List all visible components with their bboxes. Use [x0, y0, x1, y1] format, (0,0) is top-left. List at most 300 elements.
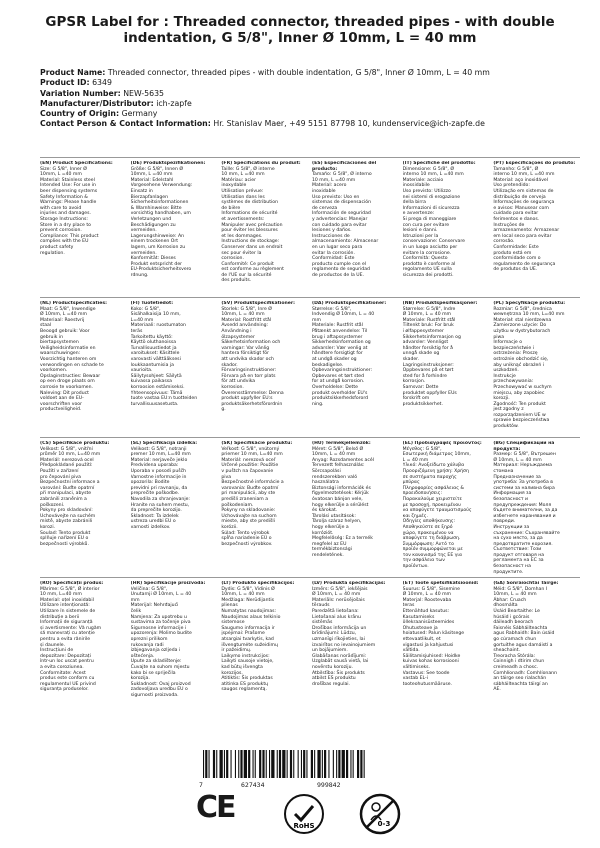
language-line: est conforme au règlement [221, 267, 284, 273]
language-line: Utilisation dans les [221, 194, 265, 200]
language-line: novērstu koroziju. [311, 664, 353, 670]
language-line: Conformidad: Este [311, 256, 355, 262]
barcode-bar [226, 750, 228, 778]
barcode-bar [287, 750, 288, 778]
language-line: Overholdelse: Dette [311, 384, 358, 390]
language-line: Πληροφορίες ασφάλειας & [402, 485, 464, 491]
language-line: Safety Information & [40, 194, 88, 200]
language-line: стомана [493, 468, 514, 474]
language-line: Drošības informācija un [311, 625, 367, 631]
info-row [40, 78, 580, 88]
language-line: de cerveza [311, 205, 338, 211]
language-line: Materiāls: nerūsējošais [311, 597, 365, 603]
language-heading: (ES) Especificaciones del producto: [311, 161, 377, 172]
language-line: Информация за [493, 491, 532, 497]
language-line: használatra [311, 480, 339, 486]
language-line: corrosion. [221, 256, 244, 262]
language-line: Laikyti sausoje vietoje, [221, 659, 274, 665]
language-line: produto está em [493, 250, 532, 256]
language-line: Utilização em sistemas de [493, 188, 554, 194]
language-line: Použití v zařízení [40, 468, 79, 474]
language-line: 10mm, L =40 mm [130, 172, 173, 178]
language-line: teras [402, 603, 415, 609]
language-line: Tiltenkt bruk: For bruk [402, 323, 454, 329]
language-line: atbilst ES produktu [311, 676, 356, 682]
language-line: Παρακαλούμε χειριστείτε [402, 496, 462, 502]
language-line: průměr 10 mm, L=40 mm [40, 452, 101, 458]
language-line: Størrelse: G 5/8", [311, 306, 352, 312]
language-line: zadovoljava uredbu EU o [130, 687, 188, 693]
language-line: corrosão. [493, 239, 515, 245]
language-line: plienas [221, 603, 238, 609]
language-line: Εσωτερική διάμετρος 10mm, [402, 452, 471, 458]
language-line: Warnings: Please handle [40, 200, 97, 206]
language-line: Ø 10mm, L = 40 mm [402, 312, 452, 318]
language-line: dáileadh beorach [493, 620, 534, 626]
language-line: Bezpečnostní informace a [40, 480, 100, 486]
language-line: kako bi se spriječila [130, 670, 176, 676]
language-line: 10 mm, L =40 mm [311, 177, 356, 183]
language-line: Förvaringsinstruktioner: [221, 368, 277, 374]
language-heading: (SL) Specifikacija izdelka: [130, 441, 198, 446]
language-line: Tamaño: G 5/8", Ø interno [311, 172, 372, 178]
language-line: inossidabile [402, 183, 430, 189]
language-line: Pokyny na skladovanie: [221, 508, 276, 514]
barcode-bar [350, 750, 351, 778]
barcode-bar [314, 750, 315, 778]
info-label: Variation Number: [40, 88, 121, 98]
barcode-mid-digits: 627434 [241, 781, 265, 789]
language-line: Conformità: Questo [402, 256, 448, 262]
language-line: de l'UE sur la sécurité [221, 272, 272, 278]
language-line: Material: Rostfritt stål [221, 317, 272, 323]
language-line: produktsikkerhet. [402, 401, 443, 407]
language-line: produkt overholder EU's [311, 390, 368, 396]
language-block [131, 581, 218, 699]
language-line: Conserver dans un endroit [221, 244, 283, 250]
language-line: prevent corrosion. [40, 228, 82, 234]
language-line: Υλικό: Ανοξείδωτο χάλυβα [402, 463, 465, 469]
language-line: Informazioni di sicurezza [402, 205, 460, 211]
language-line: Rozmiar: G 5/8", średnica [493, 306, 552, 312]
language-line: poškodeniam. [221, 502, 254, 508]
language-line: Předpokládané použití: [40, 463, 93, 469]
language-line: zabránili zraněním a [40, 496, 87, 502]
language-line: saugos reglamentą. [221, 687, 267, 693]
language-line: Material: acero [311, 183, 347, 189]
language-line: with care to avoid [40, 205, 82, 211]
barcode-bar [279, 750, 281, 778]
info-value: Threaded connector, threaded pipes - with double indentation, G 5/8", Inner Ø 10mm, L = 40 mm [107, 68, 490, 77]
language-line: Αποθηκεύστε σε ξηρό [402, 524, 453, 530]
barcode-bar [328, 750, 329, 778]
language-line: distribuição de cerveja [493, 194, 546, 200]
language-line: Συμμόρφωση: Αυτό το [402, 541, 454, 547]
language-line: almacenamiento: Almacenar [311, 239, 379, 245]
language-line: Uchovávajte na suchom [221, 513, 277, 519]
barcode-bar [298, 750, 299, 778]
barcode-bar [248, 750, 250, 778]
barcode-bar [271, 750, 274, 778]
barcode-bar [259, 750, 261, 778]
language-line: să manevrați cu atenție [40, 631, 95, 637]
language-line: místě, abyste zabránili [40, 519, 93, 525]
language-line: L=40 mm [130, 317, 154, 323]
language-line: Faisnéis Sábháilteachta [493, 625, 548, 631]
language-line: de produtos da UE. [493, 267, 538, 273]
language-line: teräs [130, 328, 143, 334]
language-line: skador. [221, 362, 238, 368]
language-line: Upute za skladištenje: [130, 659, 182, 665]
language-line: Dydis: G 5/8", Vidinis Ø [221, 586, 275, 592]
language-line: Ohutusteave ja [402, 625, 438, 631]
language-heading: (FI) Tuotetiedot: [130, 301, 174, 306]
language-heading: (LV) Produkta specifikācijas: [311, 581, 386, 586]
language-line: ustreza uredbi EU o [130, 519, 176, 525]
language-line: prodotto è conforme al [402, 261, 456, 267]
language-line: Material: aço inoxidável [493, 177, 549, 183]
info-row [40, 119, 580, 129]
language-line: Instruções de [493, 222, 525, 228]
language-line: da preprečite korozijo. [130, 508, 182, 514]
language-line: opozorila: Bodite [130, 480, 170, 486]
language-line: Ø 10mm, L =40 mm [40, 312, 87, 318]
language-line: Numatytas naudojimas: [221, 608, 277, 614]
language-line: izbjegavanja ozljeda i [130, 648, 181, 654]
language-line: Atbilstība: Šis produkts [311, 670, 365, 676]
language-line: повреди. [493, 519, 516, 525]
certification-logos [0, 790, 600, 840]
language-line: регламента на ЕС за [493, 558, 544, 564]
language-line: Ø 10mm, L = 40 mm [493, 457, 542, 463]
language-line: Veiligheidsinformatie en [40, 345, 96, 351]
info-label: Manufacturer/Distributor: [40, 98, 154, 108]
language-line: Materiał: stal nierdzewna [493, 317, 552, 323]
language-line: produktsäkerhetsförordnin [221, 401, 283, 407]
language-line: τον κανονισμό της ΕΕ για [402, 552, 462, 558]
language-line: Predvidena uporaba: [130, 463, 179, 469]
language-line: y advertencias: Manejar [311, 216, 368, 222]
language-line: Saugumo informacija ir [221, 625, 275, 631]
language-line: korroosion estämiseksi. [130, 384, 185, 390]
language-line: productveiligheid. [40, 407, 82, 413]
language-line: go cúramach chun [493, 636, 537, 642]
language-line: Οδηγίες αποθήκευσης: [402, 519, 456, 525]
language-heading: (ET) Toote spetsifikatsioonid: [402, 581, 479, 586]
language-line: системи за наливна бира [493, 485, 555, 491]
language-line: rukovanja radi [130, 642, 164, 648]
language-line: un bojājumiem. [311, 648, 348, 654]
barcode-bar [357, 750, 359, 778]
language-line: Izmērs: G 5/8", iekšējais [311, 586, 368, 592]
language-line: Unutarnji Ø 10mm, L = 40 [130, 592, 192, 598]
language-line: termékbiztonsági [311, 547, 352, 553]
language-line: Informații de siguranță [40, 620, 93, 626]
language-line: óvatosan bánjon vele, [311, 496, 363, 502]
language-line: rdnung. [130, 272, 149, 278]
language-line: bezpieczeństwie i [493, 345, 534, 351]
barcode-bar [244, 750, 247, 778]
rohs-icon [283, 792, 325, 836]
language-line: Taille: G 5/8", Ø interne [221, 166, 275, 172]
language-line: megfelel az EU [311, 541, 347, 547]
info-value: NEW-5635 [123, 88, 164, 98]
language-line: conservazione: Conservare [402, 239, 465, 245]
language-line: Uso pretendido: [493, 183, 530, 189]
language-line: Materiaal: Roestvrij [40, 317, 85, 323]
barcode-bar [282, 750, 285, 778]
language-heading: (CS) Specifikace produktu: [40, 441, 110, 446]
language-block [403, 161, 490, 297]
language-line: armazenamento: Armazenar [493, 228, 560, 234]
language-line: Käyttö oluthanoissa [130, 340, 177, 346]
language-line: Påtænkt anvendelse: Til [311, 328, 368, 334]
language-line: verwondingen en schade te [40, 362, 104, 368]
language-line: Utilizare intenționată: [40, 603, 90, 609]
language-line: dhosmálta [493, 603, 518, 609]
language-line: Size: G 5/8", Inner Ø [40, 166, 87, 172]
language-line: Größe: G 5/8", Innen Ø [130, 166, 183, 172]
language-line: Vastavus: See toode [402, 670, 450, 676]
language-line: varnosti izdelkov. [130, 524, 171, 530]
language-line: õllekraanisüsteemides [402, 620, 455, 626]
language-line: Bezpečnostné informácie a [221, 480, 284, 486]
language-line: uszkodzeń. [493, 368, 519, 374]
language-line: Materiale: Rustfritt stål [402, 317, 456, 323]
language-line: vältimiseks. [402, 664, 431, 670]
language-line: sprawie bezpieczeństwa [493, 418, 550, 424]
language-line: Utilisation prévue: [221, 188, 264, 194]
language-block [403, 581, 490, 699]
language-line: vorsichtig handhaben, um [130, 211, 191, 217]
language-line: Informations de sécurité [221, 211, 278, 217]
barcode-bar [253, 750, 254, 778]
ce-mark-icon: CE [196, 790, 235, 825]
barcode-bar [346, 750, 348, 778]
language-line: 10 mm, L =40 mm [221, 172, 265, 178]
language-line: Kasutamiseks [402, 614, 435, 620]
language-line: hantera försiktigt för [221, 351, 269, 357]
language-line: cuidado para evitar [493, 211, 539, 217]
barcode-bar [364, 750, 365, 778]
language-line: varování: Buďte opatrní [40, 485, 95, 491]
language-line: 10mm, L = 40 mm [493, 592, 537, 598]
barcode-bar [360, 750, 362, 778]
language-heading: (HR) Specifikacije proizvoda: [130, 581, 206, 586]
barcode-bar [342, 750, 345, 778]
language-line: inoxydable [221, 183, 247, 189]
language-line: g. [221, 407, 226, 413]
language-heading: (SK) Špecifikácie produktu: [221, 441, 293, 446]
language-line: beskadigelse. [311, 362, 344, 368]
language-line: Ø 10mm, L = 40 mm [402, 592, 452, 598]
language-line: ostrożnie obchodzić się, [493, 356, 549, 362]
language-line: producto cumple con el [311, 261, 367, 267]
language-line: Conformité: Ce produit [221, 261, 274, 267]
language-line: i ølfappesystemer [402, 328, 444, 334]
language-line: håndtere forsigtigt for [311, 351, 363, 357]
language-line: advarsler: Vær venlig at [311, 345, 368, 351]
language-line: Materiaali: ruostumaton [130, 323, 186, 329]
language-line: Veľkosť: G 5/8", vnútorný [221, 446, 280, 452]
language-block [40, 441, 127, 577]
language-line: Información de seguridad [311, 211, 371, 217]
language-line: drošības regulai. [311, 681, 351, 687]
language-line: korrosjon. [402, 379, 426, 385]
language-line: Veličina: G 5/8", [130, 586, 168, 592]
language-line: rendeletének. [311, 552, 344, 558]
language-line: agus Rabhaidh: Bain úsáid [493, 631, 555, 637]
barcode-bar [231, 750, 232, 778]
language-line: Dimensione: G 5/8", Ø [402, 166, 454, 172]
language-line: ölzapsystemer [221, 334, 255, 340]
language-line: vigastusi ja kahjustusi [402, 642, 454, 648]
language-block [312, 161, 399, 297]
language-line: biertapsystemen [40, 340, 79, 346]
language-line: Si prega di maneggiare [402, 216, 457, 222]
language-line: premer 10 mm, L=40 mm [130, 452, 191, 458]
info-row [40, 109, 580, 119]
language-line: продукт отговаря на [493, 552, 545, 558]
language-line: Utilizare în sistemele de [40, 608, 96, 614]
language-line: e avisos: Manusear com [493, 205, 549, 211]
language-line: regulamento de segurança [493, 261, 556, 267]
language-line: turvallisuusasetusta. [130, 401, 179, 407]
barcode-bar [240, 750, 242, 778]
barcode-bar [269, 750, 270, 778]
language-line: με προσοχή, προκειμένου [402, 502, 461, 508]
barcode-bar [205, 750, 207, 778]
language-line: gortuithe agus damáistí a [493, 642, 553, 648]
language-heading: (PL) Specyfikacje produktu: [493, 301, 566, 306]
language-line: προειδοποιήσεις: [402, 491, 443, 497]
language-line: Opbevares et tørt sted [311, 373, 365, 379]
language-line: nei sistemi di erogazione [402, 194, 461, 200]
language-line: a evita coroziunea. [40, 664, 84, 670]
barcode-bar [322, 750, 323, 778]
language-line: Materiale: acciaio [402, 177, 444, 183]
language-line: Velikost: G 5/8", notranji [130, 446, 187, 452]
language-line: wewnętrzna 10 mm, L=40 mm [493, 312, 565, 318]
language-line: Sisähalkaisija 10 mm, [130, 312, 181, 318]
language-line: Soulad: Tento produkt [40, 530, 91, 536]
language-line: oprezni prilikom [130, 636, 168, 642]
language-line: depozitare: Depozitați [40, 653, 91, 659]
language-line: és károkat. [311, 508, 338, 514]
language-line: προϊόντων. [402, 564, 429, 570]
barcode-bar [220, 750, 223, 778]
language-line: korozija. [130, 676, 150, 682]
language-line: Uporaba v posodi puščh [130, 468, 187, 474]
language-line: sistemose [221, 620, 245, 626]
language-line: Naleving: Dit product [40, 390, 89, 396]
language-line: Tamanho: G 5/8", Ø [493, 166, 539, 172]
language-line: regolamento UE sulla [402, 267, 452, 273]
language-line: Megfelelőség: Ez a termék [311, 536, 373, 542]
language-line: voorschriften voor [40, 401, 82, 407]
language-line: Instrucțiuni de [40, 648, 74, 654]
language-line: употреба: За употреба в [493, 480, 553, 486]
language-line: hogy elkerülje a sérülést [311, 502, 369, 508]
language-line: безопасност на [493, 564, 531, 570]
language-line: beer dispensing systems [40, 188, 98, 194]
language-line: Materiál: nerezová oceľ [221, 457, 276, 463]
language-block [403, 301, 490, 437]
barcode-left-digit: 7 [199, 781, 203, 789]
language-line: waarschuwingen: [40, 351, 81, 357]
language-line: Manipuler avec précaution [221, 222, 283, 228]
language-line: на сухо място, за да [493, 536, 543, 542]
language-line: Sukladnost: Ovaj proizvod [130, 681, 191, 687]
language-line: și avertismente: Vă rugăm [40, 625, 102, 631]
language-block [40, 581, 127, 699]
info-value: 6349 [92, 78, 112, 88]
language-line: Användning i [221, 328, 252, 334]
barcode-bar [213, 750, 215, 778]
language-line: Pokyny pro skladování: [40, 508, 93, 514]
language-line: 10mm, L = 40 mm [221, 312, 265, 318]
language-line: Материал: Неръждаема [493, 463, 552, 469]
language-line: previdni pri ravnanju, da [130, 485, 188, 491]
language-line: 10mm, L =40 mm [40, 172, 82, 178]
language-line: Sigurnosne informacije i [130, 625, 187, 631]
language-heading: (NL) Productspecificaties: [40, 301, 107, 306]
language-line: L = 40 mm [402, 457, 429, 463]
language-line: spĺňa nariadenie EÚ o [221, 536, 272, 542]
language-line: Maat: G 5/8", Inwendige [40, 306, 96, 312]
language-line: Sikkerhedsinformation og [311, 340, 371, 346]
language-line: korozi. [40, 524, 56, 530]
language-line: sustavima za točenje piva [130, 620, 191, 626]
language-line: Comhlíonadh: Comhlíonann [493, 670, 557, 676]
language-line: siguranța produselor. [40, 687, 89, 693]
language-line: Namjena: Za upotrebu u [130, 614, 187, 620]
barcode-bar [209, 750, 210, 778]
language-line: Säilitamisjuhised: Hoidke [402, 653, 461, 659]
language-line: Navodila za shranjevanje: [130, 496, 190, 502]
language-line: Material: nerjaveče jeklo [130, 457, 188, 463]
language-line: in un luogo asciutto per [402, 244, 458, 250]
language-line: korózii. [221, 524, 238, 530]
barcode-bar [255, 750, 256, 778]
barcode-bar [336, 750, 337, 778]
language-line: atsargiai tvarkytis, kad [221, 636, 274, 642]
language-line: lesioni e danni. [402, 228, 438, 234]
language-line: varovasti välttääksesi [130, 356, 181, 362]
barcode-bar [303, 750, 305, 778]
barcode-bar [338, 750, 340, 778]
language-line: poškození. [40, 502, 65, 508]
language-line: ferimentos e danos. [493, 216, 540, 222]
language-block [493, 441, 580, 577]
language-line: loukkaantumisia ja [130, 362, 174, 368]
info-value: Germany [121, 109, 158, 119]
language-line: brug i aftapssystemer [311, 334, 363, 340]
language-line: de productos de la UE. [311, 272, 364, 278]
language-line: produktet oppfyller EUs [402, 390, 457, 396]
language-line: αποφύγετε τη διάβρωση. [402, 536, 461, 542]
language-line: Предназначение за [493, 474, 541, 480]
language-line: Överensstämmelse: Denna [221, 390, 284, 396]
language-line: staal [40, 323, 52, 329]
language-line: kad būtų išvengta [221, 664, 263, 670]
language-line: Istruzioni per la [402, 233, 439, 239]
language-line: съхранение: Съхранявайте [493, 530, 560, 536]
language-line: complies with the EU [40, 239, 89, 245]
language-line: varovania: Buďte opatrní [221, 485, 279, 491]
language-line: Bierzapfanlagen [130, 194, 169, 200]
language-line: Tarkoitettu käyttö: [130, 334, 173, 340]
